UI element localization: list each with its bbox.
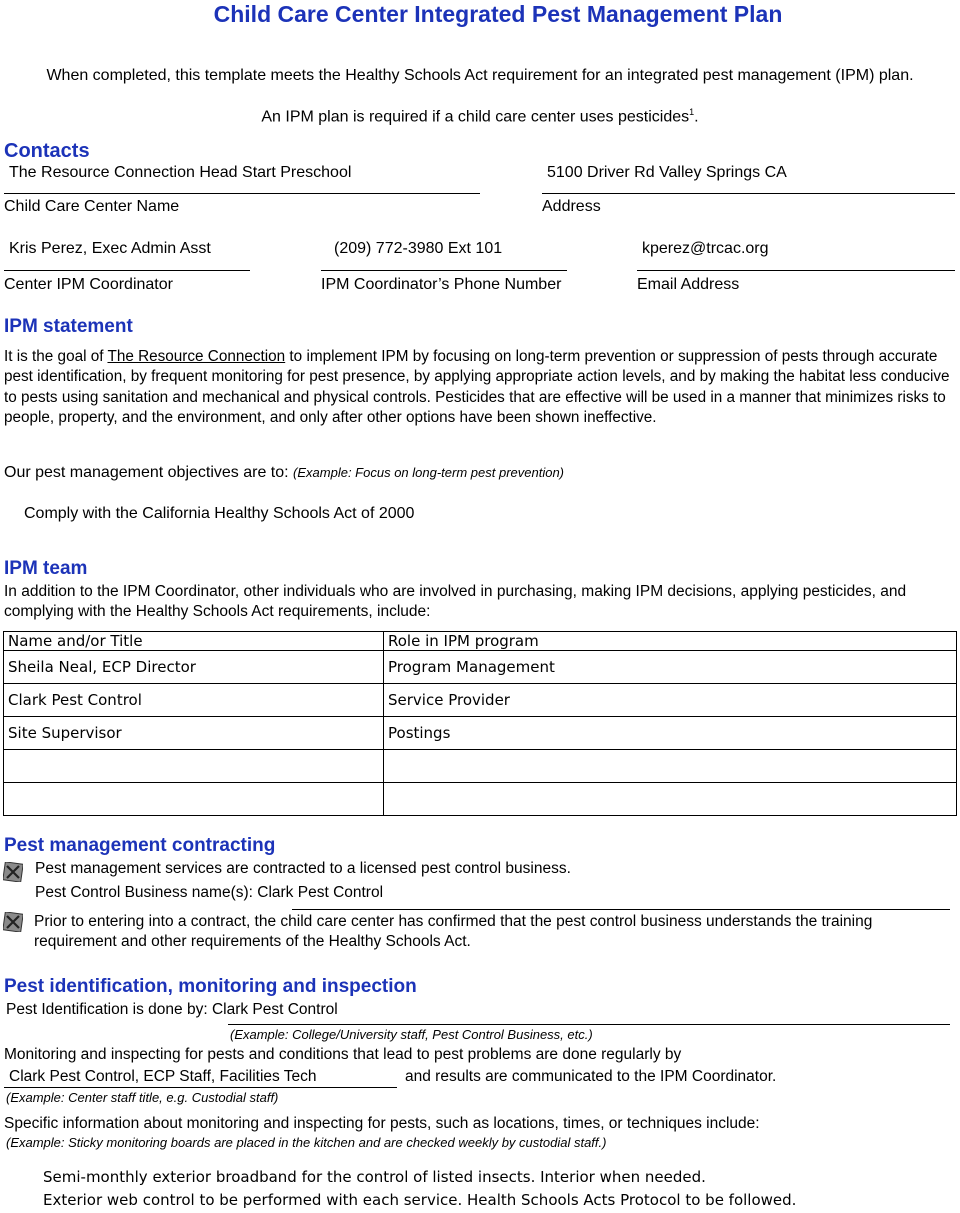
intro-ipm-required — [0, 107, 960, 126]
phone-line — [321, 270, 567, 271]
business-name-underline — [292, 909, 950, 910]
identification-value[interactable]: Clark Pest Control — [211, 1001, 338, 1018]
team-member-role[interactable]: Postings — [384, 717, 957, 750]
column-header-role: Role in IPM program — [384, 632, 957, 651]
ipm-team-table — [3, 631, 957, 816]
coordinator-line — [4, 270, 250, 271]
ipm-statement-heading: IPM statement — [4, 316, 133, 337]
team-member-role[interactable]: Service Provider — [384, 684, 957, 717]
organization-name[interactable]: The Resource Connection — [107, 348, 286, 365]
team-member-role[interactable]: Program Management — [384, 651, 957, 684]
contract-item-2: Prior to entering into a contract, the child care center has confirmed that the pest control business understands the training requirement and other requirements of the Healthy Schools Act. — [34, 913, 873, 950]
table-row — [4, 684, 957, 717]
email-value[interactable]: kperez@trcac.org — [642, 240, 769, 257]
monitoring-after-text: and results are communicated to the IPM Coordinator. — [405, 1068, 777, 1085]
monitoring-text: Monitoring and inspecting for pests and conditions that lead to pest problems are done regularly by — [4, 1046, 682, 1063]
identification-line — [6, 1001, 338, 1019]
email-label: Email Address — [637, 276, 740, 293]
objectives-line — [4, 464, 564, 482]
table-row — [4, 750, 957, 783]
objectives-example: (Example: Focus on long-term pest prevention) — [293, 465, 565, 480]
center-name-label: Child Care Center Name — [4, 198, 180, 215]
checked-checkbox-icon[interactable] — [3, 862, 23, 882]
monitoring-example: (Example: Center staff title, e.g. Custodial staff) — [6, 1090, 279, 1105]
monitoring-notes-line-1: Semi-monthly exterior broadband for the control of listed insects. Interior when needed. — [43, 1168, 706, 1186]
team-member-role[interactable] — [384, 783, 957, 816]
checked-checkbox-icon[interactable] — [3, 912, 23, 932]
monitoring-notes-line-2: Exterior web control to be performed with each service. Health Schools Acts Protocol to be followed. — [43, 1191, 797, 1209]
team-member-name[interactable] — [4, 783, 384, 816]
identification-example: (Example: College/University staff, Pest Control Business, etc.) — [230, 1027, 593, 1042]
table-row — [4, 783, 957, 816]
footnote-marker: 1 — [689, 107, 695, 117]
specific-example: (Example: Sticky monitoring boards are placed in the kitchen and are checked weekly by custodial staff.) — [6, 1135, 607, 1150]
ipm-statement-post: to implement IPM by focusing on long-term prevention or suppression of pests through accurate pest identification, by frequent monitoring for pest presence, by applying appropriate action levels, and by making the habitat less conducive to pests using sanitation and mechanical and physical controls. Pesticides that are effective will be used in a manner that minimizes risks to people, property, and the environment, and only after other options have been shown ineffective. — [4, 348, 950, 427]
business-name-line — [35, 884, 383, 902]
address-value[interactable]: 5100 Driver Rd Valley Springs CA — [547, 164, 787, 181]
team-member-name[interactable]: Site Supervisor — [4, 717, 384, 750]
contacts-heading: Contacts — [4, 140, 90, 162]
table-row — [4, 717, 957, 750]
identification-underline — [228, 1024, 950, 1025]
monitoring-underline — [4, 1087, 397, 1088]
coordinator-label: Center IPM Coordinator — [4, 276, 173, 293]
phone-value[interactable]: (209) 772-3980 Ext 101 — [334, 240, 503, 257]
identification-label: Pest Identification is done by: — [6, 1001, 212, 1018]
address-label: Address — [542, 198, 601, 215]
intro-ipm-required-text: An IPM plan is required if a child care center uses pesticides — [261, 108, 690, 126]
team-member-role[interactable] — [384, 750, 957, 783]
team-member-name[interactable] — [4, 750, 384, 783]
address-line — [542, 193, 955, 194]
ipm-statement-paragraph — [4, 347, 954, 429]
email-line — [637, 270, 955, 271]
business-name-label: Pest Control Business name(s): — [35, 884, 258, 901]
identification-heading: Pest identification, monitoring and inspection — [4, 976, 417, 997]
monitoring-notes[interactable] — [43, 1166, 943, 1212]
table-row — [4, 651, 957, 684]
team-member-name[interactable]: Sheila Neal, ECP Director — [4, 651, 384, 684]
column-header-name: Name and/or Title — [4, 632, 384, 651]
team-member-name[interactable]: Clark Pest Control — [4, 684, 384, 717]
coordinator-value[interactable]: Kris Perez, Exec Admin Asst — [9, 240, 211, 257]
contracting-heading: Pest management contracting — [4, 835, 276, 856]
page-title: Child Care Center Integrated Pest Management Plan — [213, 1, 783, 27]
business-name-value[interactable]: Clark Pest Control — [257, 884, 384, 901]
objectives-label: Our pest management objectives are to: — [4, 464, 294, 481]
center-name-value[interactable]: The Resource Connection Head Start Preschool — [9, 164, 352, 181]
monitoring-value[interactable]: Clark Pest Control, ECP Staff, Facilities Tech — [9, 1068, 317, 1085]
ipm-team-heading: IPM team — [4, 558, 88, 579]
intro-period: . — [694, 108, 699, 126]
phone-label: IPM Coordinator’s Phone Number — [321, 276, 562, 293]
table-header-row — [4, 632, 957, 651]
contract-item-1: Pest management services are contracted to a licensed pest control business. — [35, 860, 571, 877]
intro-requirement: When completed, this template meets the Healthy Schools Act requirement for an integrated pest management (IPM) plan. — [46, 67, 914, 84]
ipm-team-paragraph: In addition to the IPM Coordinator, other individuals who are involved in purchasing, making IPM decisions, applying pesticides, and complying with the Healthy Schools Act requirements, include: — [4, 583, 907, 621]
ipm-statement-pre: It is the goal of — [4, 348, 108, 365]
objectives-value[interactable]: Comply with the California Healthy Schools Act of 2000 — [24, 505, 415, 522]
center-name-line — [4, 193, 480, 194]
specific-text: Specific information about monitoring and inspecting for pests, such as locations, times, or techniques include: — [4, 1115, 760, 1132]
